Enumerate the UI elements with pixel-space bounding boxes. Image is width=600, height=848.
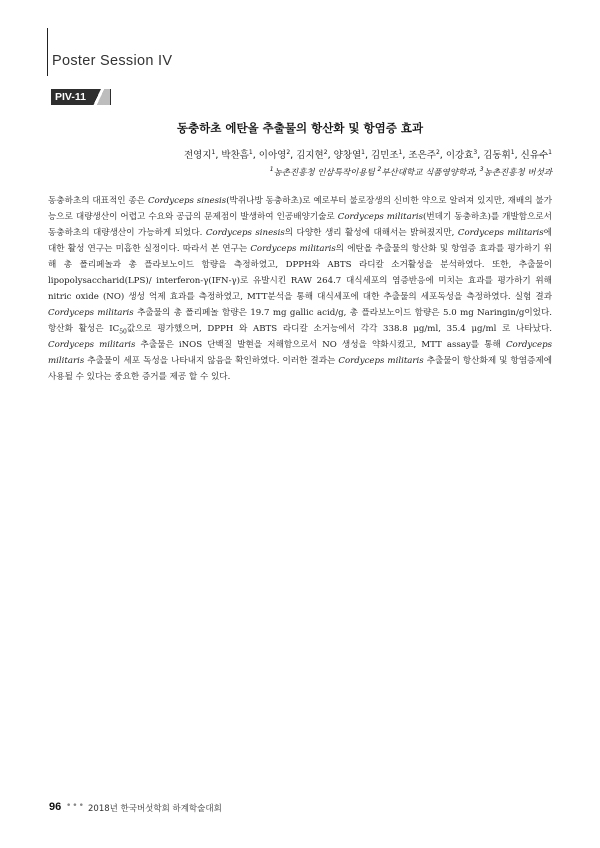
author-name: 김민조 — [371, 150, 399, 161]
author-affiliation-mark: 2 — [323, 148, 328, 156]
page-number: 96 — [49, 801, 62, 813]
author-name: 박찬흠 — [221, 150, 249, 161]
species-name: Cordyceps militaris — [250, 244, 336, 254]
author-name: 양창열 — [333, 150, 362, 161]
author-name: 신유수 — [520, 150, 549, 161]
species-name: Cordyceps militaris — [48, 340, 136, 350]
badge-slash-decoration — [92, 89, 110, 105]
affiliation-mark: 2 — [377, 166, 382, 174]
author-affiliation-mark: 3 — [473, 148, 478, 156]
author-affiliation-mark: 1 — [211, 148, 216, 156]
footer-dots: ••• — [66, 801, 85, 811]
species-name: Cordyceps militaris — [48, 340, 552, 366]
author-affiliation-mark: 1 — [398, 148, 403, 156]
session-title: Poster Session IV — [52, 53, 173, 69]
affiliation-name: 부산대학교 식품영양학과, — [381, 168, 478, 178]
conference-name: 2018년 한국버섯학회 하계학술대회 — [88, 804, 222, 814]
species-name: Cordyceps militaris — [338, 356, 424, 366]
subscript: 50 — [119, 328, 127, 336]
affiliation-name: 농촌진흥청 버섯과 — [483, 168, 552, 178]
species-name: Cordyceps sinesis — [147, 196, 227, 206]
affiliation-mark: 3 — [479, 166, 484, 174]
author-name: 조은주 — [408, 150, 436, 161]
affiliation-mark: 1 — [269, 166, 274, 174]
species-name: Cordyceps militaris — [337, 212, 424, 222]
author-affiliation-mark: 1 — [510, 148, 515, 156]
affiliation-name: 농촌진흥청 인삼특작이용팀 — [273, 168, 375, 178]
author-name: 김지현 — [296, 150, 324, 161]
session-divider — [47, 28, 48, 76]
author-list: 전영지$^1$, 박찬흠$^1$, 이아영$^2$, 김지현$^2$, 양창열$^1$, 김민조$^1$, 조은주$^2$, 이강효$^3$, 김동휘$^1$, 신유수$^1$ — [183, 148, 552, 161]
author-affiliation-mark: 1 — [548, 148, 552, 156]
author-affiliation-mark: 2 — [286, 148, 291, 156]
author-name: 김동휘 — [483, 150, 511, 161]
abstract-text: 동충하초의 대표적인 종은 Cordyceps sinesis(박쥐나방 동충하초)로 예로부터 불로장생의 신비한 약으로 알려져 있지만, 재배의 불가능으로 대량생산이 어렵고 수요와 공급의 문제점이 발생하여 인공배양기술로 Cordyceps militaris(번데기 동충하초)를 개발함으로서 동충하초의 대량생산이 가능하게 되었다. Cordyceps sinesis의 다양한 생리 활성에 대해서는 밝혀졌지만, Cordyceps militaris에 대한 활성 연구는 미흡한 실정이다. 따라서 본 연구는 Cordyceps militaris의 에탄올 추출물의 항산화 및 항염증 효과를 평가하기 위해 총 폴리페놀과 총 플라보노이드 함량을 측정하였고, DPPH와 ABTS 라디칼 소거활성을 분석하였다. 또한, 추출물이 lipopolysaccharid(LPS)/ interferon-γ(IFN-γ)로 유발시킨 RAW 264.7 대식세포의 염증반응에 미치는 효과를 평가하기 위해 nitric oxide (NO) 생성 억제 효과를 측정하였고, MTT분석을 통해 대식세포에 대한 추출물의 세포독성을 측정하였다. 실험 결과 Cordyceps militaris 추출물의 총 폴리페놀 함량은 19.7 mg gallic acid/g, 총 플라보노이드 함량은 5.0 mg Naringin/g이었다. 항산화 활성은 $IC_{50}$값으로 평가했으며, DPPH 와 ABTS 라디칼 소거능에서 각각 338.8 μg/ml, 35.4 μg/ml 로 나타났다. Cordyceps militaris 추출물은 iNOS 단백질 발현을 저해함으로서 NO 생성을 약화시켰고, MTT assay를 통해 Cordyceps militaris 추출물이 세포 독성을 나타내지 않음을 확인하였다. 이러한 결과는 Cordyceps militaris 추출물이 항산화제 및 항염증제에 사용될 수 있다는 중요한 증거를 제공 할 수 있다. — [48, 196, 552, 382]
species-name: Cordyceps militaris — [48, 308, 134, 318]
species-name: Cordyceps militaris — [457, 228, 544, 238]
affiliation-list — [270, 166, 552, 178]
species-name: Cordyceps sinesis — [205, 228, 285, 238]
author-name: 이강효 — [445, 150, 474, 161]
author-name: 전영지 — [183, 150, 212, 161]
author-affiliation-mark: 1 — [361, 148, 365, 156]
author-affiliation-mark: 1 — [248, 148, 253, 156]
paper-title: 동충하초 에탄올 추출물의 항산화 및 항염증 효과 — [176, 121, 424, 135]
author-affiliation-mark: 2 — [435, 148, 440, 156]
poster-code-badge: PIV-11 — [51, 89, 111, 105]
author-name: 이아영 — [258, 150, 287, 161]
